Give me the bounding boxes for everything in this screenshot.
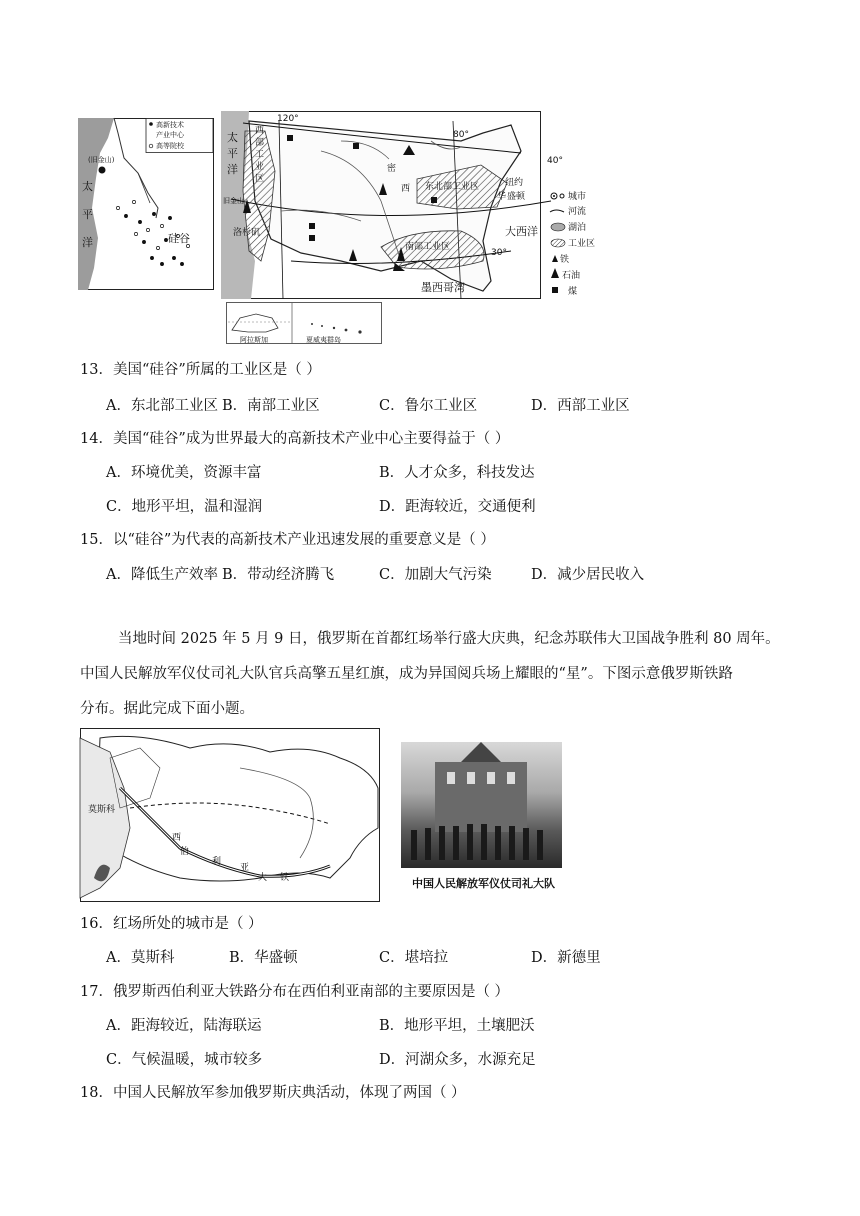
usa-deg120: 120° — [277, 114, 299, 124]
q13-option-c[interactable]: C．鲁尔工业区 — [379, 398, 478, 414]
q14-option-a[interactable]: A．环境优美，资源丰富 — [106, 465, 262, 481]
russia-da: 大 — [258, 873, 268, 883]
inset-legend-line2: 产业中心 — [156, 131, 184, 139]
q14-option-b[interactable]: B．人才众多，科技发达 — [379, 465, 535, 481]
q14-option-c[interactable]: C．地形平坦，温和湿润 — [106, 499, 263, 515]
q15-option-a[interactable]: A．降低生产效率 — [106, 567, 218, 583]
question-15-stem: 15．以“硅谷”为代表的高新技术产业迅速发展的重要意义是（ ） — [80, 532, 495, 548]
inset-legend-line1: 高新技术 — [156, 121, 184, 129]
inset-sf-label: (旧金山) — [88, 156, 115, 164]
russia-li: 利 — [212, 857, 222, 867]
usa-west-1: 西 — [255, 126, 265, 136]
q17-option-c[interactable]: C．气候温暖，城市较多 — [106, 1052, 263, 1068]
russia-railway-map — [80, 728, 380, 902]
passage-line-1: 当地时间 2025 年 5 月 9 日，俄罗斯在首都红场举行盛大庆典，纪念苏联伟大卫国战争胜利 80 周年。 — [118, 631, 780, 647]
usa-west-4: 业 — [255, 162, 265, 172]
usa-pacific-1: 太 — [227, 131, 238, 144]
usa-deg40: 40° — [547, 156, 563, 166]
legend-river: 河流 — [568, 207, 587, 217]
q14-option-d[interactable]: D．距海较近，交通便利 — [379, 499, 536, 515]
usa-northeast-zone: 东北部工业区 — [425, 182, 480, 192]
passage-line-3: 分布。据此完成下面小题。 — [80, 701, 254, 717]
question-17-stem: 17．俄罗斯西伯利亚大铁路分布在西伯利亚南部的主要原因是（ ） — [80, 984, 510, 1000]
q16-option-a[interactable]: A．莫斯科 — [106, 950, 175, 966]
q16-option-c[interactable]: C．堪培拉 — [379, 950, 449, 966]
legend-coal: 煤 — [568, 287, 578, 297]
q17-option-d[interactable]: D．河湖众多，水源充足 — [379, 1052, 536, 1068]
usa-pacific-3: 洋 — [227, 163, 238, 176]
q15-option-c[interactable]: C．加剧大气污染 — [379, 567, 492, 583]
usa-deg30: 30° — [491, 248, 507, 258]
usa-west-2: 部 — [255, 138, 265, 148]
usa-west-3: 工 — [255, 150, 265, 160]
usa-map-legend — [548, 190, 618, 298]
inset-silicon-valley: 硅谷 — [168, 232, 190, 245]
usa-hua: 华 — [497, 192, 507, 202]
q17-option-a[interactable]: A．距海较近，陆海联运 — [106, 1018, 262, 1034]
usa-industry-map — [221, 111, 563, 299]
legend-lake: 湖泊 — [568, 223, 587, 233]
usa-atlantic: 大西洋 — [505, 225, 538, 238]
q13-option-a[interactable]: A．东北部工业区 — [106, 398, 218, 414]
usa-south-zone: 南部工业区 — [405, 242, 451, 252]
q17-option-b[interactable]: B．地形平坦，土壤肥沃 — [379, 1018, 535, 1034]
usa-ny: 纽约 — [505, 178, 524, 188]
question-14-stem: 14．美国“硅谷”成为世界最大的高新技术产业中心主要得益于（ ） — [80, 431, 510, 447]
usa-pacific-2: 平 — [227, 147, 238, 160]
russia-xi: 西 — [172, 833, 182, 843]
russia-ya: 亚 — [240, 863, 250, 873]
russia-tie: 铁 — [280, 873, 290, 883]
legend-iron: 铁 — [560, 255, 570, 265]
inset-yang: 洋 — [82, 236, 93, 249]
san-francisco-dot — [99, 167, 106, 174]
q16-option-b[interactable]: B．华盛顿 — [229, 950, 298, 966]
usa-deg80: 80° — [453, 130, 469, 140]
usa-xi: 西 — [401, 184, 411, 194]
legend-oil: 石油 — [562, 271, 581, 281]
inset-ping: 平 — [82, 208, 93, 221]
passage-line-2: 中国人民解放军仪仗司礼大队官兵高擎五星红旗，成为异国阅兵场上耀眼的“星”。下图示意俄罗斯铁路 — [80, 666, 733, 682]
inset-tai: 太 — [82, 180, 93, 193]
question-18-stem: 18．中国人民解放军参加俄罗斯庆典活动，体现了两国（ ） — [80, 1085, 466, 1101]
q15-option-d[interactable]: D．减少居民收入 — [531, 567, 645, 583]
alaska-label: 阿拉斯加 — [240, 336, 268, 344]
usa-gulf: 墨西哥湾 — [421, 281, 465, 294]
q13-option-d[interactable]: D．西部工业区 — [531, 398, 630, 414]
usa-mi: 密 — [387, 164, 397, 174]
russia-moscow: 莫斯科 — [88, 805, 116, 815]
usa-la: 洛杉矶 — [233, 228, 261, 238]
honor-guard-photo — [401, 742, 562, 868]
legend-industrial-zone: 工业区 — [568, 239, 596, 249]
q16-option-d[interactable]: D．新德里 — [531, 950, 601, 966]
photo-caption: 中国人民解放军仪仗司礼大队 — [412, 877, 555, 890]
usa-washington: 盛顿 — [507, 192, 526, 202]
usa-sf: 旧金山 — [223, 197, 244, 205]
legend-city: 城市 — [568, 192, 587, 202]
inset-legend-line3: 高等院校 — [156, 142, 184, 150]
alaska-hawaii-inset — [226, 302, 382, 344]
silicon-valley-inset-map — [78, 118, 214, 290]
question-13-stem: 13．美国“硅谷”所属的工业区是（ ） — [80, 362, 321, 378]
hawaii-label: 夏威夷群岛 — [306, 336, 341, 344]
question-16-stem: 16．红场所处的城市是（ ） — [80, 916, 263, 932]
russia-bo: 伯 — [180, 847, 190, 857]
usa-west-5: 区 — [255, 174, 265, 184]
q13-option-b[interactable]: B．南部工业区 — [222, 398, 320, 414]
q15-option-b[interactable]: B．带动经济腾飞 — [222, 567, 335, 583]
